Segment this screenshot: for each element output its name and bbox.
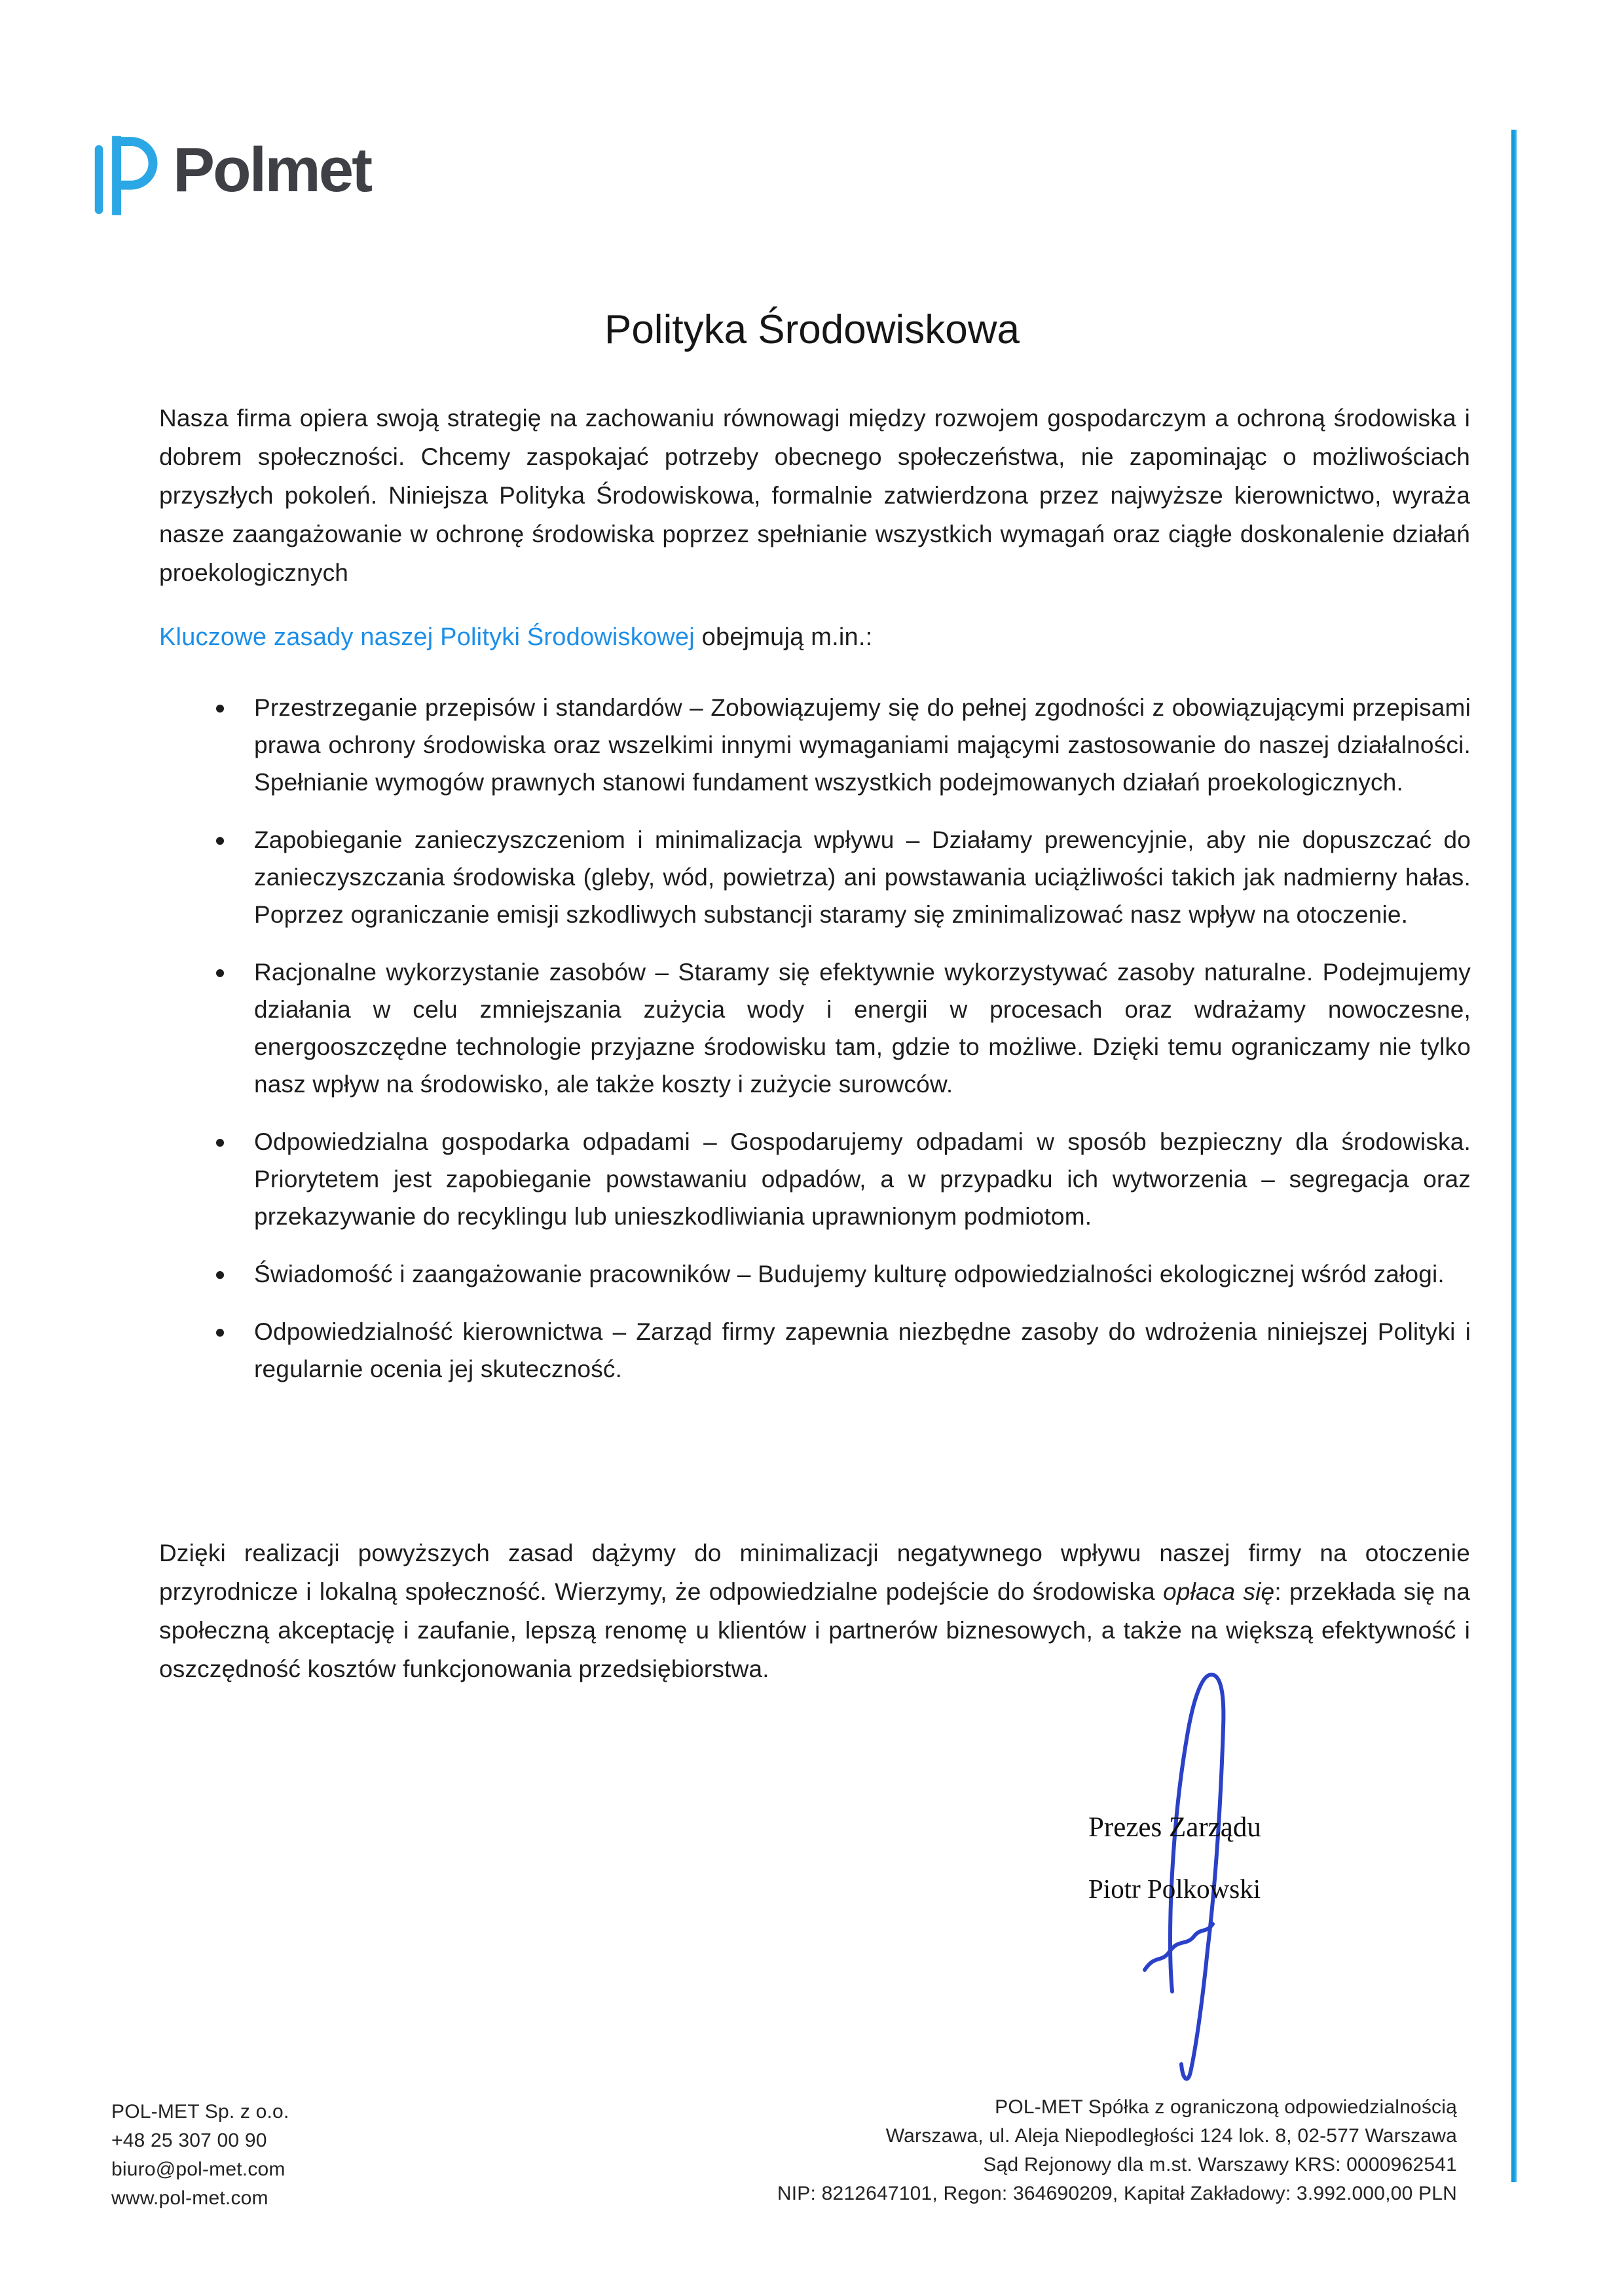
footer-website: www.pol-met.com (111, 2187, 268, 2209)
footer-legal-block (777, 2093, 1457, 2208)
bullet-text: Odpowiedzialna gospodarka odpadami – Gospodarujemy odpadami w sposób bezpieczny dla środowiska. Priorytetem jest zapobieganie powstawaniu odpadów, a w przypadku ich wytworzenia – segregacja oraz przekazywanie do recyklingu lub unieszkodliwiania uprawnionym podmiotom. (254, 1128, 1471, 1230)
footer-krs: Sąd Rejonowy dla m.st. Warszawy KRS: 0000962541 (983, 2154, 1457, 2176)
footer-company-full: POL-MET Spółka z ograniczoną odpowiedzialnością (995, 2096, 1457, 2118)
footer-contact-block (111, 2098, 289, 2213)
bullet-dot-icon (216, 1271, 224, 1279)
company-logo (93, 128, 371, 220)
page-edge-accent-line (1511, 130, 1517, 2182)
footer-phone: +48 25 307 00 90 (111, 2130, 267, 2151)
bullet-text: Zapobieganie zanieczyszczeniom i minimalizacja wpływu – Działamy prewencyjnie, aby nie dopuszczać do zanieczyszczania środowiska (gleby, wód, powietrza) ani powstawania uciążliwości takich jak nadmierny hałas. Poprzez ograniczanie emisji szkodliwych substancji staramy się zminimalizować nasz wpływ na otoczenie. (254, 826, 1471, 928)
list-item (216, 1313, 1471, 1388)
signature-role: Prezes Zarządu (1088, 1812, 1261, 1843)
footer-email: biuro@pol-met.com (111, 2158, 286, 2180)
list-item (216, 821, 1471, 933)
bullet-dot-icon (216, 1329, 224, 1337)
section-heading-suffix: obejmują m.in.: (694, 623, 873, 651)
bullet-text: Przestrzeganie przepisów i standardów – Zobowiązujemy się do pełnej zgodności z obowiązującymi przepisami prawa ochrony środowiska oraz wszelkimi innymi wymaganiami mającymi zastosowanie do naszej działalności. Spełnianie wymogów prawnych stanowi fundament wszystkich podejmowanych działań proekologicznych. (254, 694, 1471, 796)
closing-part2: : przekłada się na społeczną akceptację i zaufanie, lepszą renomę u klientów i partnerów biznesowych, a także na większą efektywność i oszczędność kosztów funkcjonowania przedsiębiorstwa. (159, 1578, 1470, 1682)
footer-address: Warszawa, ul. Aleja Niepodległości 124 lok. 8, 02-577 Warszawa (885, 2125, 1457, 2147)
list-item (216, 1255, 1471, 1293)
signature-name: Piotr Polkowski (1088, 1874, 1261, 1904)
bullet-dot-icon (216, 1139, 224, 1147)
bullet-text: Odpowiedzialność kierownictwa – Zarząd firmy zapewnia niezbędne zasoby do wdrożenia niniejszej Polityki i regularnie ocenia jej skuteczność. (254, 1318, 1471, 1382)
policy-bullet-list (216, 689, 1471, 1408)
intro-paragraph: Nasza firma opiera swoją strategię na zachowaniu równowagi między rozwojem gospodarczym a ochroną środowiska i dobrem społeczności. Chcemy zaspokajać potrzeby obecnego społeczeństwa, nie zapominając o możliwościach przyszłych pokoleń. Niniejsza Polityka Środowiskowa, formalnie zatwierdzona przez najwyższe kierownictwo, wyraża nasze zaangażowanie w ochronę środowiska poprzez spełnianie wszystkich wymagań oraz ciągłe doskonalenie działań proekologicznych (159, 405, 1470, 586)
section-heading (159, 623, 872, 652)
logo-brand-text: Polmet (173, 135, 371, 205)
section-heading-highlight: Kluczowe zasady naszej Polityki Środowiskowej (159, 623, 695, 651)
list-item (216, 689, 1471, 801)
list-item (216, 1123, 1471, 1235)
polmet-logo-mark-icon (93, 128, 161, 220)
footer-company-short: POL-MET Sp. z o.o. (111, 2101, 289, 2122)
bullet-dot-icon (216, 969, 224, 977)
bullet-text: Świadomość i zaangażowanie pracowników – Budujemy kulturę odpowiedzialności ekologicznej wśród załogi. (254, 1261, 1445, 1287)
list-item (216, 954, 1471, 1103)
bullet-text: Racjonalne wykorzystanie zasobów – Staramy się efektywnie wykorzystywać zasoby naturalne. Podejmujemy działania w celu zmniejszania zużycia wody i energii w procesach oraz wdrażamy nowoczesne, energooszczędne technologie przyjazne środowisku tam, gdzie to możliwe. Dzięki temu ograniczamy nie tylko nasz wpływ na środowisko, ale także koszty i zużycie surowców. (254, 959, 1471, 1098)
closing-italic-phrase: opłaca się (1163, 1578, 1275, 1605)
closing-part1: Dzięki realizacji powyższych zasad dążymy do minimalizacji negatywnego wpływu naszej firmy na otoczenie przyrodnicze i lokalną społeczność. Wierzymy, że odpowiedzialne podejście do środowiska (159, 1540, 1470, 1605)
page-title: Polityka Środowiskowa (604, 307, 1020, 352)
footer-nip-regon-capital: NIP: 8212647101, Regon: 364690209, Kapitał Zakładowy: 3.992.000,00 PLN (777, 2183, 1457, 2204)
bullet-dot-icon (216, 837, 224, 845)
bullet-dot-icon (216, 705, 224, 713)
